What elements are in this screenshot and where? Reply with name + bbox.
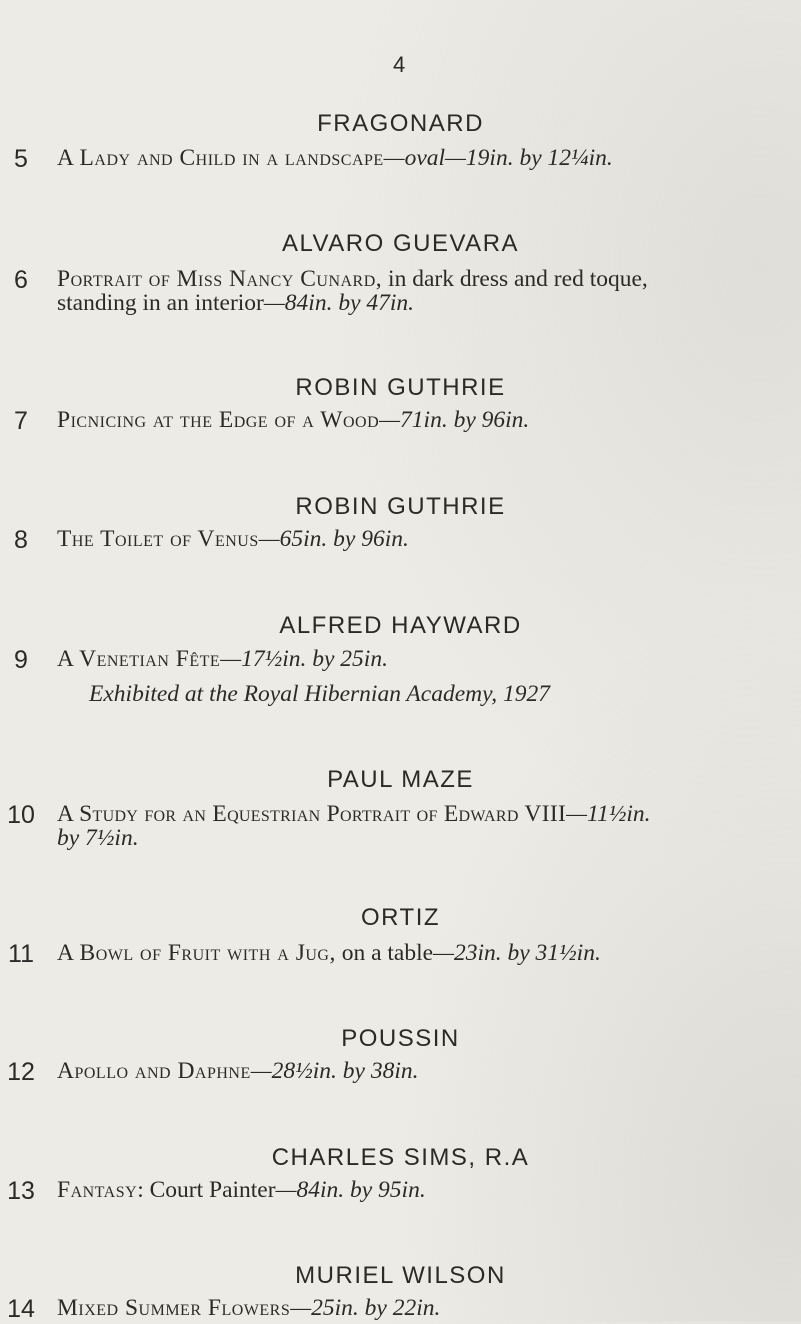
- lot-title-continued: in dark dress and red toque,: [382, 266, 648, 292]
- lot-title-line2: standing in an interior: [57, 290, 264, 316]
- lot-title: Apollo and Daphne: [57, 1058, 251, 1084]
- artist-name: ROBIN GUTHRIE: [295, 374, 506, 401]
- lot-description: [57, 267, 781, 315]
- lot-description: [57, 647, 781, 671]
- artist-name: PAUL MAZE: [327, 766, 474, 793]
- lot-dimensions: —71in. by 96in.: [379, 407, 530, 433]
- lot-dimensions: —23in. by 31½in.: [433, 940, 601, 966]
- lot-title: Portrait of Miss Nancy Cunard,: [57, 266, 383, 292]
- lot-number: 7: [14, 407, 28, 435]
- lot-dimensions: —84in. by 47in.: [263, 290, 415, 316]
- lot-description: [57, 527, 781, 551]
- lot-dimensions: —65in. by 96in.: [258, 526, 409, 552]
- lot-dimensions: —25in. by 22in.: [290, 1295, 441, 1321]
- lot-description: [57, 1059, 781, 1083]
- lot-description: [57, 802, 791, 850]
- lot-dimensions: —11½in.: [566, 801, 651, 827]
- lot-number: 6: [14, 266, 28, 294]
- lot-number: 10: [7, 801, 35, 829]
- page-number: 4: [393, 52, 406, 77]
- artist-name: ALVARO GUEVARA: [281, 230, 520, 257]
- artist-name: MURIEL WILSON: [295, 1262, 506, 1289]
- lot-dimensions: —84in. by 95in.: [275, 1177, 426, 1203]
- lot-title: The Toilet of Venus: [57, 526, 259, 552]
- lot-dimensions: —28½in. by 38in.: [250, 1058, 419, 1084]
- lot-description: [57, 941, 781, 965]
- lot-title: Fantasy: [57, 1177, 138, 1203]
- lot-number: 14: [7, 1295, 35, 1323]
- artist-name: FRAGONARD: [317, 110, 484, 137]
- artist-name: CHARLES SIMS, R.A: [271, 1144, 530, 1171]
- lot-description: [57, 1178, 781, 1202]
- lot-number: 5: [14, 145, 28, 173]
- artist-name: ALFRED HAYWARD: [279, 612, 522, 639]
- lot-number: 9: [14, 646, 28, 674]
- lot-title: A Bowl of Fruit with a Jug,: [57, 940, 336, 966]
- artist-name: ROBIN GUTHRIE: [295, 493, 506, 520]
- lot-number: 11: [8, 940, 34, 968]
- exhibition-note: Exhibited at the Royal Hibernian Academy, 1927: [89, 681, 550, 707]
- lot-title: Picnicing at the Edge of a Wood: [57, 407, 380, 433]
- lot-description: [57, 146, 781, 170]
- lot-number: 12: [7, 1058, 35, 1086]
- lot-number: 8: [14, 526, 28, 554]
- artist-name: POUSSIN: [341, 1025, 460, 1052]
- lot-title: A Lady and Child in a landscape: [57, 145, 384, 171]
- lot-title: Mixed Summer Flowers: [57, 1295, 291, 1321]
- lot-title: A Study for an Equestrian Portrait of Edward VIII: [57, 801, 567, 827]
- lot-number: 13: [7, 1177, 35, 1205]
- lot-title-continued: on a table: [335, 940, 434, 966]
- lot-description: [57, 1296, 781, 1320]
- lot-dimensions: —17½in. by 25in.: [220, 646, 388, 672]
- lot-dimensions: —oval—19in. by 12¼in.: [383, 145, 613, 171]
- lot-dimensions-line2: by 7½in.: [57, 825, 139, 851]
- lot-title-continued: : Court Painter: [137, 1177, 276, 1203]
- lot-description: [57, 408, 781, 432]
- artist-name: ORTIZ: [360, 904, 441, 931]
- lot-title: A Venetian Fête: [57, 646, 221, 672]
